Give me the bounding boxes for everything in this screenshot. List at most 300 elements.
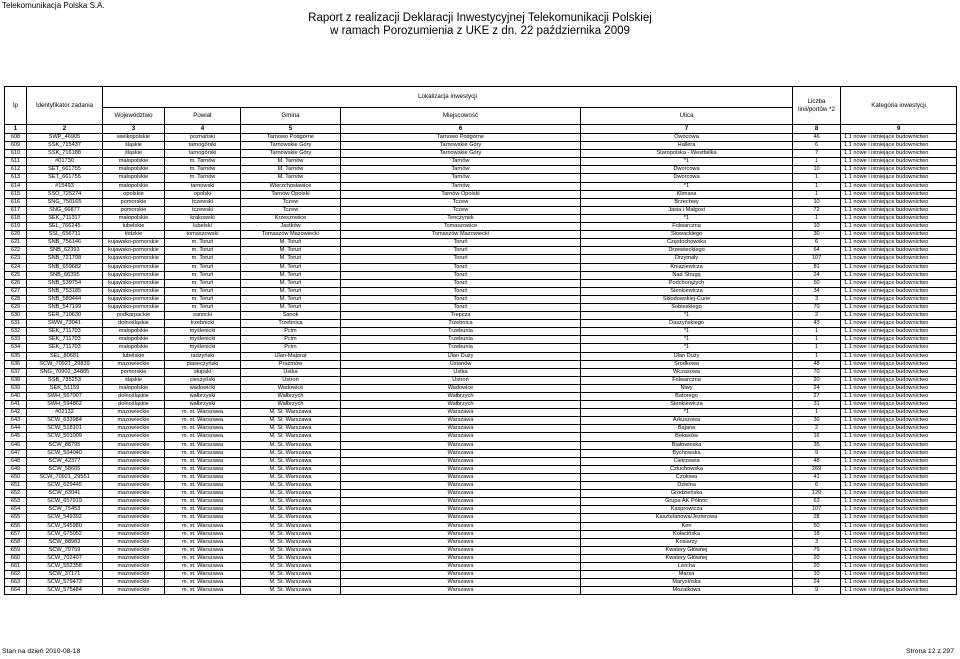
- table-row: [5, 190, 957, 198]
- cell-category: 1.1 nowe i istniejące budownictwo: [841, 214, 957, 222]
- cell-category: 1.1 nowe i istniejące budownictwo: [841, 514, 957, 522]
- cell-lp: 650: [5, 473, 27, 481]
- cell-lines: 35: [793, 441, 841, 449]
- cell-category: 1.1 nowe i istniejące budownictwo: [841, 506, 957, 514]
- cell-lines: 31: [793, 401, 841, 409]
- cell-street: *1: [581, 344, 793, 352]
- cell-lines: 16: [793, 433, 841, 441]
- cell-lines: 50: [793, 522, 841, 530]
- cell-county: m. st. Warszawa: [165, 554, 241, 562]
- cell-voivodeship: wielkopolskie: [103, 134, 165, 142]
- header-county: Powiat: [165, 108, 241, 125]
- cell-street: Czołowa: [581, 473, 793, 481]
- cell-voivodeship: opolskie: [103, 190, 165, 198]
- table-row: [5, 417, 957, 425]
- cell-locality: Warszawa: [341, 465, 581, 473]
- cell-commune: Wałbrzych: [241, 393, 341, 401]
- cell-commune: M. St. Warszawa: [241, 562, 341, 570]
- cell-locality: Wałbrzych: [341, 393, 581, 401]
- cell-county: m. st. Warszawa: [165, 409, 241, 417]
- cell-category: 1.1 nowe i istniejące budownictwo: [841, 142, 957, 150]
- cell-voivodeship: dolnośląskie: [103, 320, 165, 328]
- cell-category: 1.1 nowe i istniejące budownictwo: [841, 166, 957, 174]
- cell-commune: M. St. Warszawa: [241, 587, 341, 595]
- cell-lines: 9: [793, 587, 841, 595]
- cell-street: Nad Strugą: [581, 271, 793, 279]
- cell-category: 1.1 nowe i istniejące budownictwo: [841, 263, 957, 271]
- cell-street: Daszyńskiego: [581, 320, 793, 328]
- cell-task-id: SCW_702407: [27, 554, 103, 562]
- cell-voivodeship: śląskie: [103, 376, 165, 384]
- cell-category: 1.1 nowe i istniejące budownictwo: [841, 360, 957, 368]
- table-row: [5, 482, 957, 490]
- cell-task-id: SEK_51159: [27, 384, 103, 392]
- cell-county: m. Toruń: [165, 287, 241, 295]
- cell-county: m. st. Warszawa: [165, 473, 241, 481]
- cell-task-id: SNB_66395: [27, 271, 103, 279]
- cell-locality: Warszawa: [341, 562, 581, 570]
- cell-street: Ulan Duży: [581, 352, 793, 360]
- cell-street: Bajana: [581, 425, 793, 433]
- cell-task-id: SWH_594862: [27, 401, 103, 409]
- cell-locality: Warszawa: [341, 457, 581, 465]
- cell-street: Marysińska: [581, 579, 793, 587]
- cell-commune: M. Toruń: [241, 255, 341, 263]
- cell-category: 1.1 nowe i istniejące budownictwo: [841, 522, 957, 530]
- cell-commune: Tarnowskie Góry: [241, 142, 341, 150]
- cell-category: 1.1 nowe i istniejące budownictwo: [841, 368, 957, 376]
- cell-lp: 627: [5, 287, 27, 295]
- cell-locality: Toruń: [341, 239, 581, 247]
- cell-lines: 41: [793, 473, 841, 481]
- cell-task-id: SCW_88795: [27, 441, 103, 449]
- cell-lp: 657: [5, 530, 27, 538]
- cell-category: 1.1 nowe i istniejące budownictwo: [841, 401, 957, 409]
- cell-task-id: SER_710630: [27, 312, 103, 320]
- column-number: 9: [841, 125, 957, 134]
- cell-category: 1.1 nowe i istniejące budownictwo: [841, 498, 957, 506]
- cell-locality: Warszawa: [341, 506, 581, 514]
- cell-lines: 107: [793, 506, 841, 514]
- cell-voivodeship: dolnośląskie: [103, 401, 165, 409]
- cell-task-id: SSK_716188: [27, 150, 103, 158]
- cell-lines: 30: [793, 231, 841, 239]
- cell-voivodeship: małopolskie: [103, 214, 165, 222]
- table-row: [5, 182, 957, 190]
- cell-county: m. st. Warszawa: [165, 433, 241, 441]
- cell-county: myślenicki: [165, 344, 241, 352]
- column-number: 7: [581, 125, 793, 134]
- cell-lp: 655: [5, 514, 27, 522]
- header-task-id: Identyfikator zadania: [27, 87, 103, 125]
- cell-lp: 652: [5, 490, 27, 498]
- cell-county: wałbrzyski: [165, 393, 241, 401]
- cell-lines: 81: [793, 263, 841, 271]
- cell-county: m. st. Warszawa: [165, 449, 241, 457]
- cell-lines: 70: [793, 368, 841, 376]
- column-number: 5: [241, 125, 341, 134]
- cell-street: Staropolska - Westfalika: [581, 150, 793, 158]
- cell-category: 1.1 nowe i istniejące budownictwo: [841, 457, 957, 465]
- cell-street: Folwarczna: [581, 376, 793, 384]
- table-row: [5, 134, 957, 142]
- cell-voivodeship: mazowieckie: [103, 417, 165, 425]
- cell-lines: 48: [793, 360, 841, 368]
- cell-commune: M. Toruń: [241, 303, 341, 311]
- cell-lp: 608: [5, 134, 27, 142]
- cell-lp: 633: [5, 336, 27, 344]
- cell-voivodeship: mazowieckie: [103, 473, 165, 481]
- cell-task-id: SCW_70921_29839: [27, 360, 103, 368]
- cell-category: 1.1 nowe i istniejące budownictwo: [841, 530, 957, 538]
- cell-street: Grodzieńska: [581, 490, 793, 498]
- cell-street: Sienkiewicza: [581, 287, 793, 295]
- cell-voivodeship: mazowieckie: [103, 498, 165, 506]
- cell-commune: M. St. Warszawa: [241, 538, 341, 546]
- cell-county: m. Toruń: [165, 279, 241, 287]
- cell-commune: M. St. Warszawa: [241, 530, 341, 538]
- cell-commune: M. St. Warszawa: [241, 546, 341, 554]
- cell-lp: 612: [5, 166, 27, 174]
- cell-county: m. st. Warszawa: [165, 538, 241, 546]
- table-row: [5, 150, 957, 158]
- table-row: [5, 303, 957, 311]
- table-row: [5, 142, 957, 150]
- table-row: [5, 360, 957, 368]
- cell-voivodeship: kujawsko-pomorskie: [103, 263, 165, 271]
- cell-commune: Tczew: [241, 206, 341, 214]
- cell-lp: 649: [5, 465, 27, 473]
- cell-lines: 50: [793, 279, 841, 287]
- table-row: [5, 393, 957, 401]
- cell-commune: M. St. Warszawa: [241, 571, 341, 579]
- cell-lp: 636: [5, 360, 27, 368]
- cell-lp: 632: [5, 328, 27, 336]
- cell-county: m. Toruń: [165, 303, 241, 311]
- cell-lp: 628: [5, 295, 27, 303]
- cell-voivodeship: mazowieckie: [103, 579, 165, 587]
- cell-task-id: SNB_753185: [27, 287, 103, 295]
- cell-locality: Warszawa: [341, 425, 581, 433]
- cell-task-id: SWW_73041: [27, 320, 103, 328]
- cell-locality: Tomaszów Mazowiecki: [341, 231, 581, 239]
- cell-locality: Warszawa: [341, 433, 581, 441]
- cell-locality: Tczew: [341, 198, 581, 206]
- cell-commune: M. Toruń: [241, 279, 341, 287]
- cell-task-id: SCW_88983: [27, 538, 103, 546]
- cell-lines: 18: [793, 530, 841, 538]
- cell-category: 1.1 nowe i istniejące budownictwo: [841, 409, 957, 417]
- cell-county: m. Toruń: [165, 263, 241, 271]
- cell-task-id: SNB_721708: [27, 255, 103, 263]
- cell-county: m. Toruń: [165, 271, 241, 279]
- table-body: [5, 134, 957, 595]
- cell-category: 1.1 nowe i istniejące budownictwo: [841, 198, 957, 206]
- cell-voivodeship: mazowieckie: [103, 514, 165, 522]
- cell-task-id: SNB_547199: [27, 303, 103, 311]
- cell-voivodeship: kujawsko-pomorskie: [103, 247, 165, 255]
- cell-street: *1: [581, 328, 793, 336]
- cell-street: Bekasów: [581, 433, 793, 441]
- cell-lines: 10: [793, 223, 841, 231]
- cell-voivodeship: lubelskie: [103, 352, 165, 360]
- cell-county: tarnogórski: [165, 142, 241, 150]
- cell-category: 1.1 nowe i istniejące budownictwo: [841, 473, 957, 481]
- cell-locality: Ustka: [341, 368, 581, 376]
- cell-locality: Tarnów: [341, 174, 581, 182]
- cell-commune: M. Tarnów: [241, 166, 341, 174]
- cell-voivodeship: kujawsko-pomorskie: [103, 279, 165, 287]
- cell-commune: M. St. Warszawa: [241, 449, 341, 457]
- cell-task-id: SEK_711317: [27, 214, 103, 222]
- cell-category: 1.1 nowe i istniejące budownictwo: [841, 352, 957, 360]
- cell-lp: 642: [5, 409, 27, 417]
- cell-task-id: SNG_750165: [27, 198, 103, 206]
- cell-lines: 1: [793, 214, 841, 222]
- cell-locality: Warszawa: [341, 571, 581, 579]
- cell-county: m. st. Warszawa: [165, 498, 241, 506]
- cell-lp: 629: [5, 303, 27, 311]
- cell-locality: Warszawa: [341, 522, 581, 530]
- cell-task-id: SCW_633984: [27, 417, 103, 425]
- cell-commune: Ulan-Majorat: [241, 352, 341, 360]
- cell-street: Sienkiewicza: [581, 401, 793, 409]
- cell-street: Drzymały: [581, 255, 793, 263]
- column-number: 2: [27, 125, 103, 134]
- cell-commune: Tarnowskie Góry: [241, 150, 341, 158]
- cell-category: 1.1 nowe i istniejące budownictwo: [841, 279, 957, 287]
- cell-lp: 619: [5, 223, 27, 231]
- table-row: [5, 441, 957, 449]
- cell-commune: Trzebnica: [241, 320, 341, 328]
- cell-county: m. st. Warszawa: [165, 490, 241, 498]
- cell-category: 1.1 nowe i istniejące budownictwo: [841, 247, 957, 255]
- cell-task-id: SWH_567007: [27, 393, 103, 401]
- cell-task-id: #02132: [27, 409, 103, 417]
- cell-commune: M. Toruń: [241, 239, 341, 247]
- cell-task-id: SCW_675052: [27, 530, 103, 538]
- cell-lines: 24: [793, 384, 841, 392]
- cell-category: 1.1 nowe i istniejące budownictwo: [841, 384, 957, 392]
- cell-voivodeship: mazowieckie: [103, 522, 165, 530]
- cell-lp: 643: [5, 417, 27, 425]
- cell-task-id: SCW_518101: [27, 425, 103, 433]
- table-row: [5, 271, 957, 279]
- cell-voivodeship: łódzkie: [103, 231, 165, 239]
- cell-voivodeship: lubelskie: [103, 223, 165, 231]
- cell-county: tarnowski: [165, 182, 241, 190]
- cell-locality: Warszawa: [341, 530, 581, 538]
- cell-lp: 611: [5, 158, 27, 166]
- table-row: [5, 320, 957, 328]
- cell-commune: Prażmów: [241, 360, 341, 368]
- cell-lines: 1: [793, 158, 841, 166]
- cell-county: radzyński: [165, 352, 241, 360]
- cell-street: Kwatery Głównej: [581, 546, 793, 554]
- cell-street: *1: [581, 158, 793, 166]
- cell-task-id: SNB_659682: [27, 263, 103, 271]
- report-date: Stan na dzień 2010-08-18: [2, 648, 81, 655]
- cell-lp: 614: [5, 182, 27, 190]
- cell-commune: M. St. Warszawa: [241, 522, 341, 530]
- cell-lp: 621: [5, 239, 27, 247]
- cell-category: 1.1 nowe i istniejące budownictwo: [841, 328, 957, 336]
- cell-county: krakowski: [165, 214, 241, 222]
- cell-category: 1.1 nowe i istniejące budownictwo: [841, 271, 957, 279]
- cell-county: m. st. Warszawa: [165, 482, 241, 490]
- cell-lp: 635: [5, 352, 27, 360]
- cell-locality: Trzebnica: [341, 320, 581, 328]
- cell-lp: 625: [5, 271, 27, 279]
- cell-street: Kasprowicza: [581, 506, 793, 514]
- cell-voivodeship: mazowieckie: [103, 441, 165, 449]
- table-row: [5, 571, 957, 579]
- cell-task-id: SEK_711703: [27, 344, 103, 352]
- table-row: [5, 206, 957, 214]
- table-row: [5, 449, 957, 457]
- table-row: [5, 562, 957, 570]
- cell-category: 1.1 nowe i istniejące budownictwo: [841, 465, 957, 473]
- cell-lp: 610: [5, 150, 27, 158]
- cell-task-id: SCW_575484: [27, 587, 103, 595]
- table-row: [5, 490, 957, 498]
- cell-commune: Krzeszowice: [241, 214, 341, 222]
- cell-locality: Toruń: [341, 247, 581, 255]
- cell-task-id: SCW_75453: [27, 506, 103, 514]
- cell-lines: 1: [793, 344, 841, 352]
- cell-task-id: SCW_37171: [27, 571, 103, 579]
- cell-street: Wczasowa: [581, 368, 793, 376]
- cell-locality: Tarnów Opolski: [341, 190, 581, 198]
- page-number: Strona 12 z 297: [906, 648, 954, 655]
- cell-street: Grupa AK Północ: [581, 498, 793, 506]
- cell-street: Skłodowskiej-Curie: [581, 295, 793, 303]
- cell-category: 1.1 nowe i istniejące budownictwo: [841, 206, 957, 214]
- cell-street: Cietrzewia: [581, 457, 793, 465]
- cell-voivodeship: małopolskie: [103, 182, 165, 190]
- cell-lp: 661: [5, 562, 27, 570]
- cell-lp: 653: [5, 498, 27, 506]
- table-row: [5, 514, 957, 522]
- cell-task-id: SCW_42377: [27, 457, 103, 465]
- cell-commune: M. St. Warszawa: [241, 579, 341, 587]
- cell-commune: Tomaszów Mazowiecki: [241, 231, 341, 239]
- cell-locality: Warszawa: [341, 482, 581, 490]
- cell-category: 1.1 nowe i istniejące budownictwo: [841, 449, 957, 457]
- cell-locality: Warszawa: [341, 490, 581, 498]
- cell-task-id: SSK_715437: [27, 142, 103, 150]
- cell-street: Folwarczna: [581, 223, 793, 231]
- cell-voivodeship: pomorskie: [103, 206, 165, 214]
- cell-task-id: SCW_63041: [27, 490, 103, 498]
- cell-lines: 1: [793, 352, 841, 360]
- table-row: [5, 287, 957, 295]
- cell-county: tczewski: [165, 198, 241, 206]
- cell-locality: Warszawa: [341, 554, 581, 562]
- cell-task-id: SSO_725274: [27, 190, 103, 198]
- cell-county: poznański: [165, 134, 241, 142]
- cell-lines: 3: [793, 295, 841, 303]
- cell-commune: M. Tarnów: [241, 174, 341, 182]
- cell-category: 1.1 nowe i istniejące budownictwo: [841, 571, 957, 579]
- cell-voivodeship: mazowieckie: [103, 425, 165, 433]
- cell-commune: Pcim: [241, 336, 341, 344]
- table-row: [5, 465, 957, 473]
- cell-commune: Sanok: [241, 312, 341, 320]
- cell-voivodeship: mazowieckie: [103, 449, 165, 457]
- cell-street: Kasztelanowa/Jezierowa: [581, 514, 793, 522]
- cell-commune: M. St. Warszawa: [241, 425, 341, 433]
- cell-locality: Warszawa: [341, 538, 581, 546]
- cell-voivodeship: małopolskie: [103, 174, 165, 182]
- cell-task-id: #15493: [27, 182, 103, 190]
- cell-locality: Toruń: [341, 271, 581, 279]
- cell-lines: 27: [793, 393, 841, 401]
- cell-street: Białowieska: [581, 441, 793, 449]
- cell-county: m. st. Warszawa: [165, 417, 241, 425]
- cell-lp: 617: [5, 206, 27, 214]
- cell-voivodeship: mazowieckie: [103, 409, 165, 417]
- cell-locality: Toruń: [341, 279, 581, 287]
- table-row: [5, 231, 957, 239]
- cell-task-id: SET_661755: [27, 166, 103, 174]
- cell-lines: 24: [793, 579, 841, 587]
- table-row: [5, 522, 957, 530]
- cell-lp: 648: [5, 457, 27, 465]
- cell-voivodeship: mazowieckie: [103, 457, 165, 465]
- cell-county: m. st. Warszawa: [165, 522, 241, 530]
- column-number: 1: [5, 125, 27, 134]
- cell-street: Częstochowska: [581, 239, 793, 247]
- cell-voivodeship: śląskie: [103, 142, 165, 150]
- cell-lp: 616: [5, 198, 27, 206]
- cell-commune: M. St. Warszawa: [241, 457, 341, 465]
- cell-locality: Tczew: [341, 206, 581, 214]
- header-category: Kategoria inwestycji: [841, 87, 957, 125]
- cell-county: tczewski: [165, 206, 241, 214]
- table-row: [5, 433, 957, 441]
- header-location-group: Lokalizacja inwestycji: [103, 87, 793, 108]
- cell-category: 1.1 nowe i istniejące budownictwo: [841, 433, 957, 441]
- header-lp: lp: [5, 87, 27, 125]
- cell-lines: 28: [793, 514, 841, 522]
- cell-commune: M. St. Warszawa: [241, 409, 341, 417]
- cell-county: piaseczyński: [165, 360, 241, 368]
- cell-county: myślenicki: [165, 336, 241, 344]
- cell-street: Owocowa: [581, 134, 793, 142]
- cell-commune: M. Toruń: [241, 287, 341, 295]
- cell-county: m. st. Warszawa: [165, 514, 241, 522]
- cell-lines: 7: [793, 150, 841, 158]
- cell-locality: Warszawa: [341, 409, 581, 417]
- cell-voivodeship: pomorskie: [103, 368, 165, 376]
- cell-category: 1.1 nowe i istniejące budownictwo: [841, 546, 957, 554]
- cell-lp: 631: [5, 320, 27, 328]
- cell-task-id: SCW_657919: [27, 498, 103, 506]
- cell-commune: M. St. Warszawa: [241, 473, 341, 481]
- cell-lines: 20: [793, 376, 841, 384]
- cell-category: 1.1 nowe i istniejące budownictwo: [841, 376, 957, 384]
- cell-category: 1.1 nowe i istniejące budownictwo: [841, 239, 957, 247]
- cell-commune: Wierzchosławice: [241, 182, 341, 190]
- cell-lines: 6: [793, 482, 841, 490]
- cell-task-id: SCW_504040: [27, 449, 103, 457]
- cell-lines: 2: [793, 312, 841, 320]
- cell-lines: 79: [793, 546, 841, 554]
- cell-category: 1.1 nowe i istniejące budownictwo: [841, 562, 957, 570]
- cell-locality: Tarnowskie Góry: [341, 150, 581, 158]
- cell-lines: 48: [793, 457, 841, 465]
